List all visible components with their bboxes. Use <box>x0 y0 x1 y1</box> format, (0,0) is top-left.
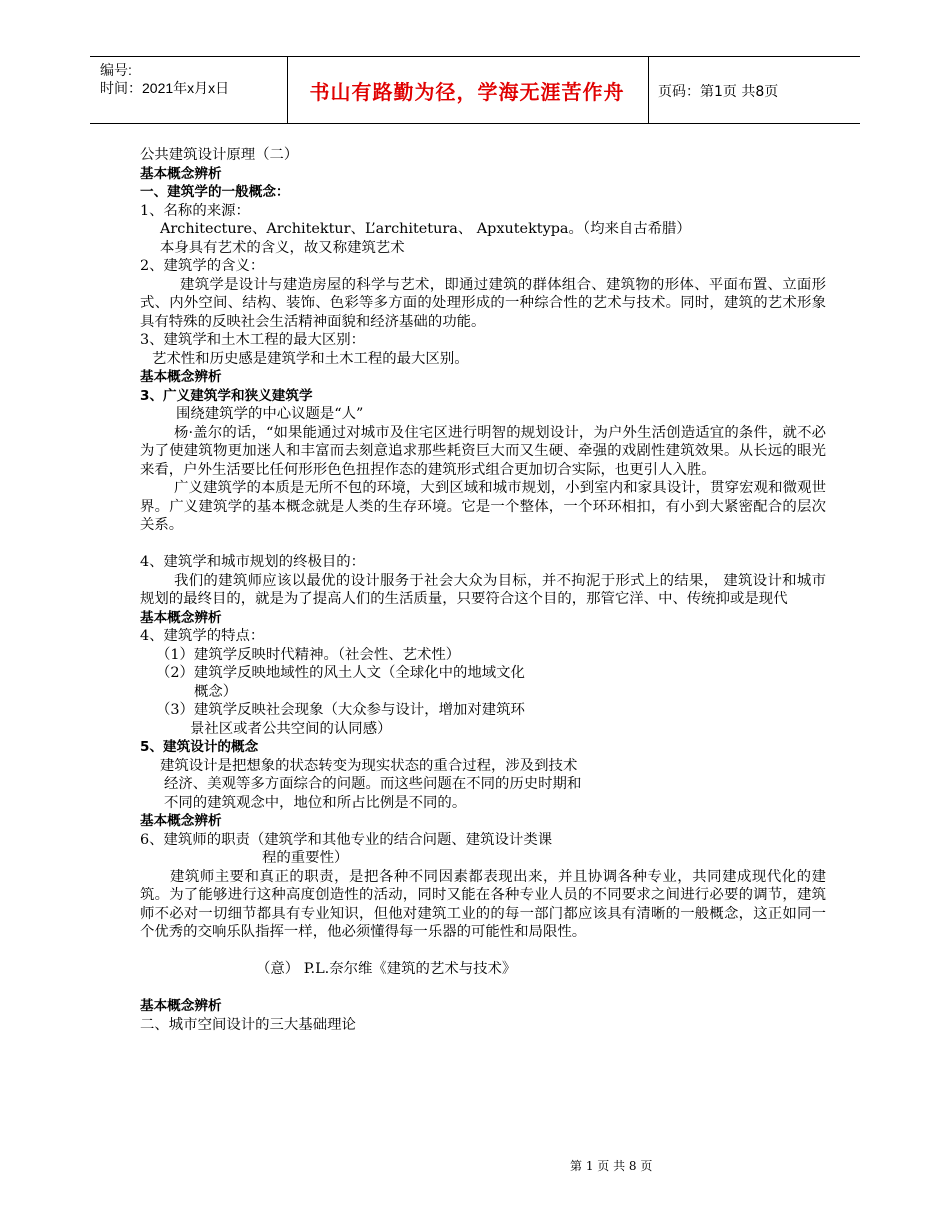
paragraph: 围绕建筑学的中心议题是“人” <box>176 406 364 422</box>
item-heading: 4、建筑学的特点： <box>140 628 265 644</box>
paragraph: 建筑师主要和真正的职责，是把各种不同因素都表现出来，并且协调各种专业，共同建成现代化的建筑。为了能够进行这种高度创造性的活动，同时又能在各种专业人员的不同要求之间进行必要的调节，建筑师不必对一切细节都具有专业知识，但他对建筑工业的的每一部门都应该具有清晰的一般概念，这正如同一个优秀的交响乐队指挥一样，他必须懂得每一乐器的可能性和局限性。 <box>140 868 826 940</box>
list-item: 景社区或者公共空间的认同感） <box>190 720 392 737</box>
section-heading: 基本概念辨析 <box>140 369 222 385</box>
item-heading: 1、名称的来源： <box>140 202 250 219</box>
spacer <box>140 535 826 554</box>
list-item: 概念） <box>194 683 238 700</box>
paragraph: 经济、美观等多方面综合的问题。而这些问题在不同的历史时期和 <box>164 776 582 792</box>
paragraph: 我们的建筑师应该以最优的设计服务于社会大众为目标，并不拘泥于形式上的结果， 建筑设计和城市规划的最终目的，就是为了提高人们的生活质量，只要符合这个目的，那管它洋、中、传统抑或是现代 <box>140 572 826 607</box>
section-heading: 一、建筑学的一般概念： <box>140 184 290 200</box>
section-heading: 基本概念辨析 <box>140 165 222 182</box>
code-label: 编号: <box>100 62 132 78</box>
paragraph: 艺术性和历史感是建筑学和土木工程的最大区别。 <box>152 350 469 367</box>
time-label: 时间：2021年x月x日 <box>100 80 230 96</box>
page-footer: 第 1 页 共 8 页 <box>570 1159 653 1173</box>
list-item: （2）建筑学反映地域性的风土人文（全球化中的地域文化 <box>156 665 525 681</box>
section-heading: 基本概念辨析 <box>140 813 222 829</box>
spacer <box>140 942 826 961</box>
item-heading: 6、建筑师的职责（建筑学和其他专业的结合问题、建筑设计类课 <box>140 831 553 848</box>
paragraph: 广义建筑学的本质是无所不包的环境，大到区域和城市规划，小到室内和家具设计，贯穿宏观和微观世界。广义建筑学的基本概念就是人类的生存环境。它是一个整体，一个环环相扣，有小到大紧密配合的层次关系。 <box>140 480 826 533</box>
paragraph: 不同的建筑观念中，地位和所占比例是不同的。 <box>164 794 467 811</box>
header-divider <box>648 57 649 123</box>
header-page-info: 页码：第1页 共8页 <box>658 84 779 100</box>
item-heading: 程的重要性） <box>262 850 349 866</box>
paragraph: 建筑学是设计与建造房屋的科学与艺术，即通过建筑的群体组合、建筑物的形体、平面布置、立面形式、内外空间、结构、装饰、色彩等多方面的处理形成的一种综合性的艺术与技术。同时，建筑的艺术形象具有特殊的反映社会生活精神面貌和经济基础的功能。 <box>140 276 826 330</box>
section-heading: 3、广义建筑学和狭义建筑学 <box>140 387 313 404</box>
list-item: （3）建筑学反映社会现象（大众参与设计，增加对建筑环 <box>156 702 525 718</box>
paragraph: 建筑设计是把想象的状态转变为现实状态的重合过程，涉及到技术 <box>160 757 578 774</box>
header-motto: 书山有路勤为径，学海无涯苦作舟 <box>309 79 625 104</box>
item-heading: 2、建筑学的含义： <box>140 258 265 274</box>
section-heading: 基本概念辨析 <box>140 609 222 626</box>
quote-attribution: （意） P.L.奈尔维《建筑的艺术与技术》 <box>256 961 517 977</box>
spacer <box>140 979 826 998</box>
doc-title: 公共建筑设计原理（二） <box>140 147 299 163</box>
page-header <box>90 56 860 124</box>
section-heading: 5、建筑设计的概念 <box>140 739 259 755</box>
paragraph: Architecture、Architektur、L’architetura、 Apxutektypa。（均来自古希腊） <box>160 221 691 237</box>
section-heading: 二、城市空间设计的三大基础理论 <box>140 1016 356 1033</box>
item-heading: 3、建筑学和土木工程的最大区别： <box>140 332 366 348</box>
header-meta <box>100 61 229 97</box>
item-heading: 4、建筑学和城市规划的终极目的： <box>140 554 366 570</box>
list-item: （1）建筑学反映时代精神。（社会性、艺术性） <box>156 646 461 663</box>
paragraph: 杨·盖尔的话，“如果能通过对城市及住宅区进行明智的规划设计，为户外生活创造适宜的条件，就不必为了使建筑物更加迷人和丰富而去刻意追求那些耗资巨大而又生硬、牵强的戏剧性建筑效果。从长远的眼光来看，户外生活要比任何形形色色扭捏作态的建筑形式组合更加切合实际，也更引人入胜。 <box>140 424 826 478</box>
section-heading: 基本概念辨析 <box>140 998 222 1014</box>
document-body <box>140 146 826 1034</box>
paragraph: 本身具有艺术的含义，故又称建筑艺术 <box>160 239 405 256</box>
